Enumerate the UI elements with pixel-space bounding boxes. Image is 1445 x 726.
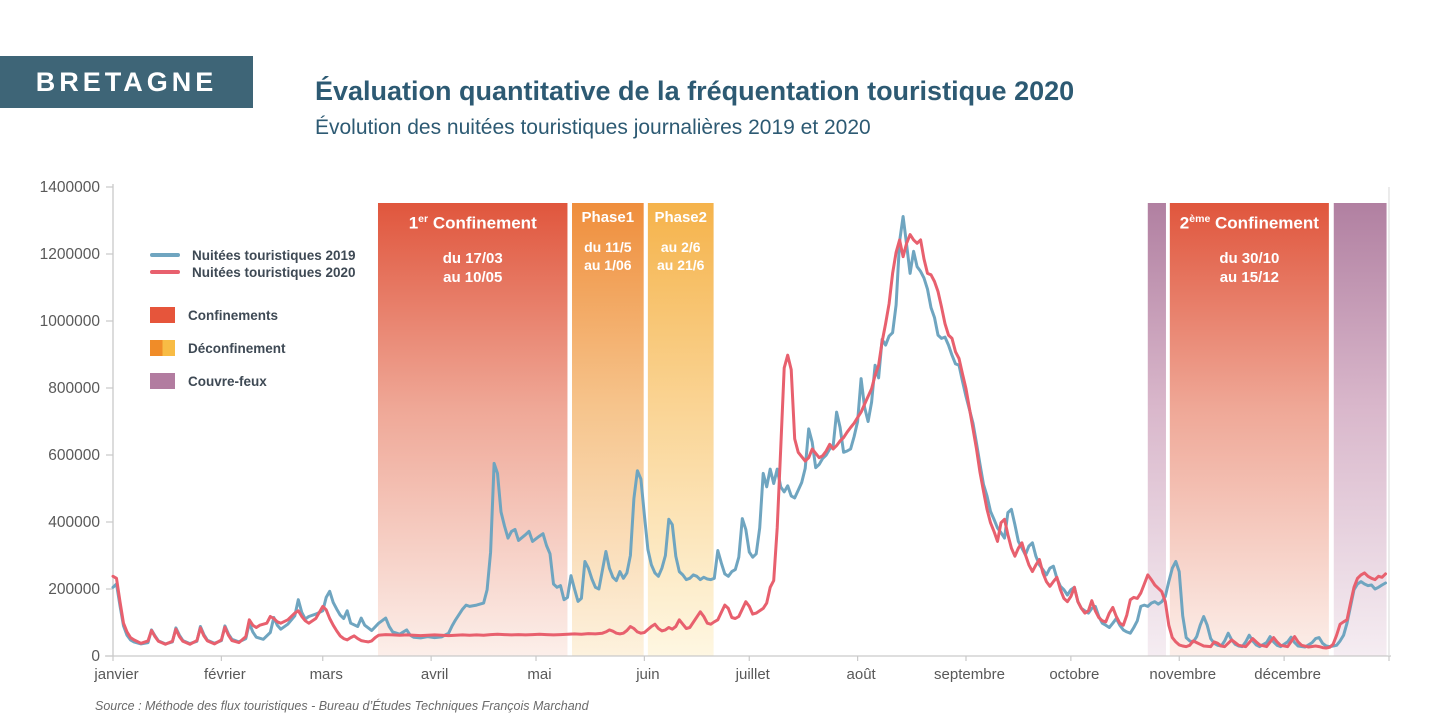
source-note: Source : Méthode des flux touristiques - Bureau d’Études Techniques François Marchand: [95, 699, 589, 713]
legend-zone-confinements: [150, 307, 356, 323]
legend-zone-label: Déconfinement: [188, 340, 286, 356]
y-tick-label: 400000: [48, 514, 100, 531]
band-date-line: du 30/10: [1219, 249, 1280, 267]
band-date-line: au 15/12: [1219, 268, 1279, 286]
y-tick-label: 1000000: [39, 313, 100, 330]
band-title: 2ème Confinement: [1179, 213, 1319, 233]
band-date-line: au 2/6: [660, 239, 701, 255]
y-tick-label: 600000: [48, 447, 100, 464]
legend-line-swatch: [150, 253, 180, 257]
page-title: Évaluation quantitative de la fréquentation touristique 2020: [315, 76, 1075, 106]
legend-series-2020: [150, 264, 356, 280]
x-month-label: juillet: [735, 666, 770, 683]
x-month-label: novembre: [1149, 666, 1217, 683]
legend-zone-label: Couvre-feux: [188, 373, 267, 389]
legend-spacer: [150, 281, 356, 307]
x-month-label: août: [846, 666, 876, 683]
legend-series-2019: [150, 247, 356, 263]
page-subtitle: Évolution des nuitées touristiques journalières 2019 et 2020: [315, 116, 871, 139]
band-title: Phase1: [581, 209, 635, 226]
legend-zone-swatch: [150, 340, 175, 356]
brand-label: BRETAGNE: [35, 66, 218, 97]
x-month-label: juin: [636, 666, 660, 683]
legend-series-label: Nuitées touristiques 2020: [192, 264, 356, 280]
band-title: 1er Confinement: [408, 213, 537, 233]
legend-zone-label: Confinements: [188, 307, 279, 323]
x-month-label: février: [204, 666, 246, 683]
x-month-label: janvier: [94, 666, 139, 683]
legend-zone-couvre-feux: [150, 373, 356, 389]
y-tick-label: 0: [91, 648, 100, 665]
band-confinement-2: [1170, 203, 1329, 656]
legend-zone-swatch: [150, 373, 175, 389]
band-date-line: du 17/03: [442, 249, 503, 267]
band-date-line: au 21/6: [656, 257, 705, 273]
chart-legend: [150, 247, 356, 406]
x-month-label: avril: [420, 666, 449, 683]
legend-series-label: Nuitées touristiques 2019: [192, 247, 356, 263]
legend-line-swatch: [150, 270, 180, 274]
y-tick-label: 1200000: [39, 246, 100, 263]
x-month-label: septembre: [934, 666, 1005, 683]
y-tick-label: 200000: [48, 581, 100, 598]
x-month-label: décembre: [1254, 666, 1321, 683]
legend-zone-swatch: [150, 307, 175, 323]
y-tick-label: 1400000: [39, 179, 100, 196]
legend-zone-d-confinement: [150, 340, 356, 356]
band-title: Phase2: [654, 209, 707, 226]
band-date-line: au 1/06: [584, 257, 632, 273]
band-phase-2: [648, 203, 714, 656]
x-month-label: octobre: [1049, 666, 1100, 683]
band-confinement-1: [378, 203, 567, 656]
band-date-line: du 11/5: [584, 239, 632, 255]
band-date-line: au 10/05: [443, 268, 503, 286]
x-month-label: mars: [309, 666, 343, 683]
y-tick-label: 800000: [48, 380, 100, 397]
x-month-label: mai: [527, 666, 552, 683]
